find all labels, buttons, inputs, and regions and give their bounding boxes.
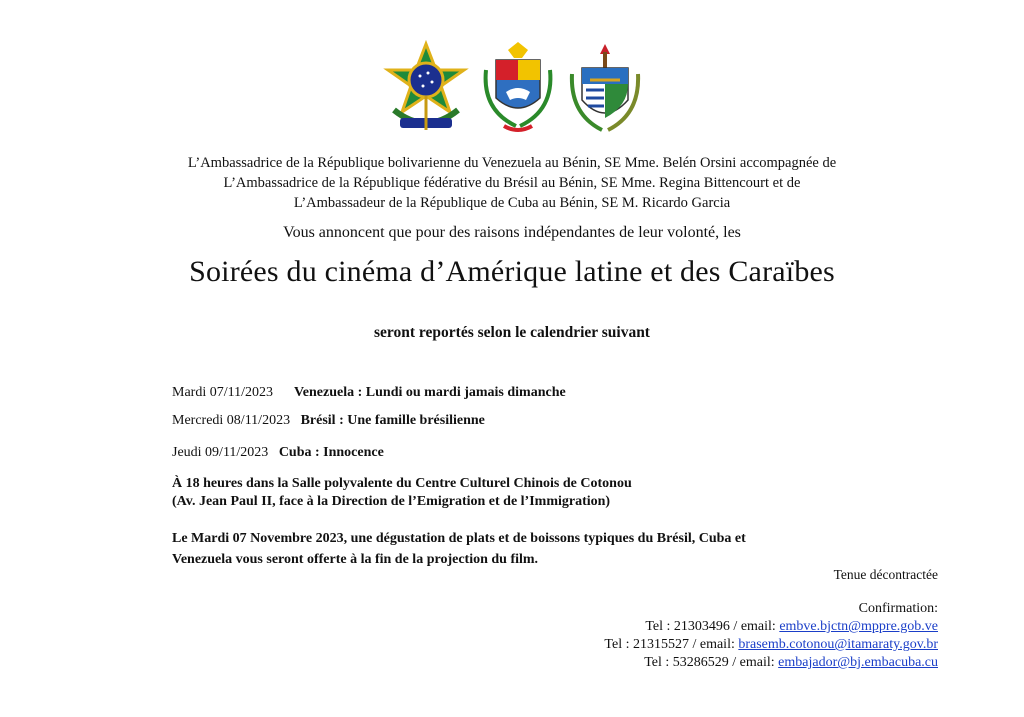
schedule-film: Brésil : Une famille brésilienne bbox=[300, 413, 485, 428]
email-link-brazil[interactable]: brasemb.cotonou@itamaraty.gov.br bbox=[738, 637, 938, 652]
confirmation-label: Confirmation: bbox=[858, 601, 938, 616]
emblems-row bbox=[0, 40, 1024, 140]
schedule-date: Mercredi 08/11/2023 bbox=[172, 413, 291, 428]
tasting-line: Venezuela vous seront offerte à la fin de la projection du film. bbox=[172, 552, 539, 567]
contact-cuba bbox=[604, 654, 938, 672]
cuba-coat-of-arms-icon bbox=[564, 40, 646, 138]
venezuela-coat-of-arms-icon bbox=[476, 40, 560, 138]
contact-brazil bbox=[604, 636, 938, 654]
schedule-film: Cuba : Innocence bbox=[278, 445, 384, 460]
brazil-coat-of-arms-icon bbox=[380, 40, 472, 138]
schedule-item bbox=[172, 385, 566, 401]
schedule-date: Mardi 07/11/2023 bbox=[172, 385, 273, 400]
contact-phone: Tel : 53286529 / email: bbox=[644, 655, 779, 670]
subtitle: seront reportés selon le calendrier suivant bbox=[374, 324, 650, 341]
intro-paragraph bbox=[0, 153, 1024, 213]
venue-line: À 18 heures dans la Salle polyvalente du Centre Culturel Chinois de Cotonou bbox=[172, 476, 632, 491]
contact-phone: Tel : 21315527 / email: bbox=[604, 637, 739, 652]
venue-info bbox=[172, 475, 632, 511]
contact-phone: Tel : 21303496 / email: bbox=[645, 619, 780, 634]
intro-line-venezuela: L’Ambassadrice de la République bolivarienne du Venezuela au Bénin, SE Mme. Belén Orsini accompagnée de bbox=[187, 155, 837, 171]
contact-venezuela bbox=[604, 618, 938, 636]
dress-code: Tenue décontractée bbox=[833, 567, 938, 582]
tasting-info bbox=[172, 528, 746, 570]
schedule-film: Venezuela : Lundi ou mardi jamais dimanche bbox=[293, 385, 566, 400]
schedule-item bbox=[172, 413, 485, 429]
email-link-venezuela[interactable]: embve.bjctn@mppre.gob.ve bbox=[779, 619, 938, 634]
intro-line-cuba: L’Ambassadeur de la République de Cuba au Bénin, SE M. Ricardo Garcia bbox=[293, 195, 731, 211]
schedule-date: Jeudi 09/11/2023 bbox=[172, 445, 269, 460]
email-link-cuba[interactable]: embajador@bj.embacuba.cu bbox=[778, 655, 938, 670]
contacts-block bbox=[604, 600, 938, 672]
announcement-line: Vous annoncent que pour des raisons indépendantes de leur volonté, les bbox=[283, 224, 741, 241]
intro-line-brazil: L’Ambassadrice de la République fédérative du Brésil au Bénin, SE Mme. Regina Bittencourt et de bbox=[223, 175, 801, 191]
tasting-line: Le Mardi 07 Novembre 2023, une dégustation de plats et de boissons typiques du Brésil, Cuba et bbox=[172, 531, 746, 546]
page-title: Soirées du cinéma d’Amérique latine et des Caraïbes bbox=[189, 255, 835, 288]
schedule-item bbox=[172, 445, 384, 461]
venue-address: (Av. Jean Paul II, face à la Direction de l’Emigration et de l’Immigration) bbox=[172, 494, 611, 509]
